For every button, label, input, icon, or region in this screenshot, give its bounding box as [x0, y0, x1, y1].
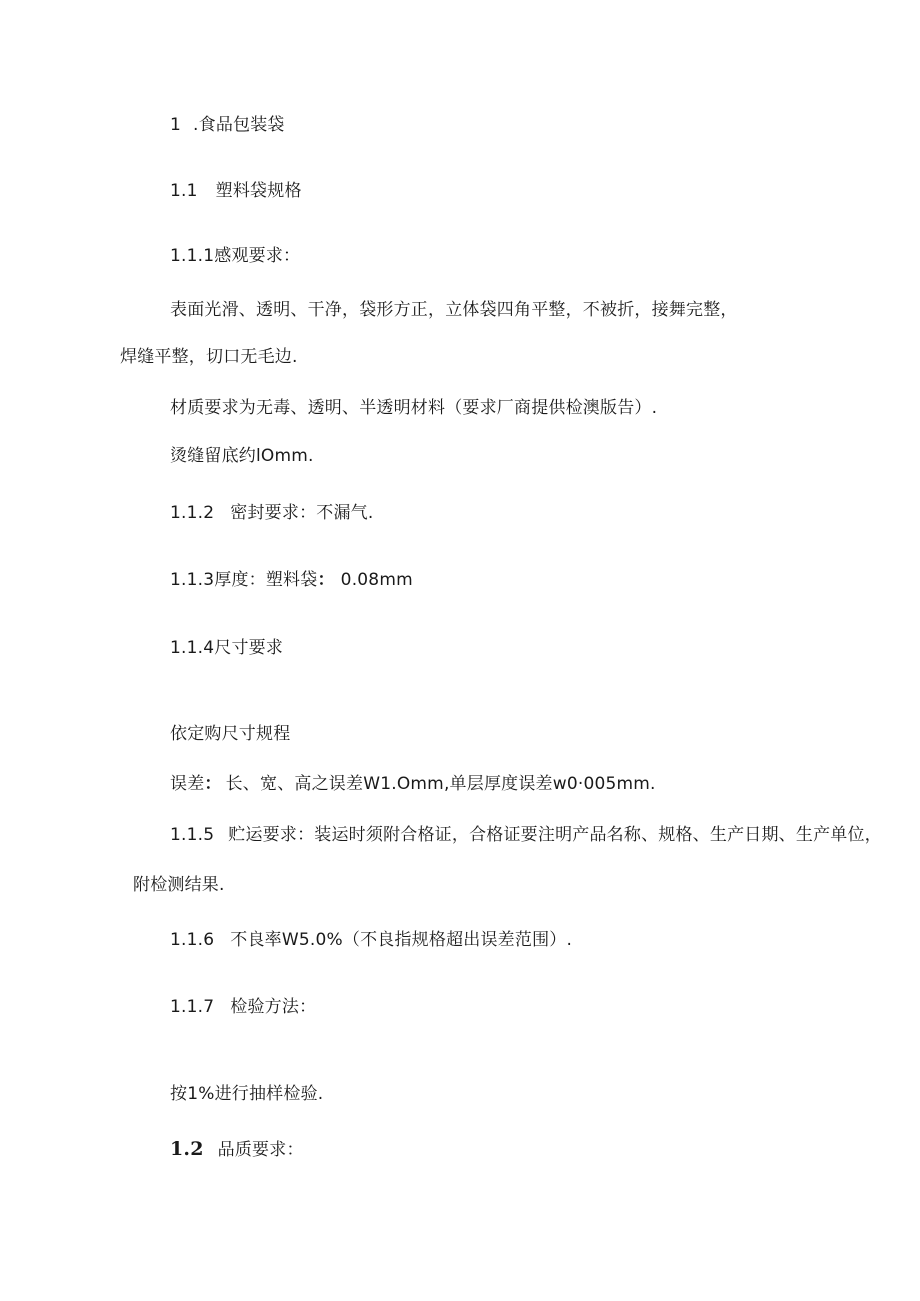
seal-margin-paragraph: 烫缝留底约lOmm. — [170, 446, 314, 466]
tolerance-paragraph — [170, 773, 656, 795]
section-1-1-7 — [170, 996, 316, 1018]
section-1-1-3-colon: ： — [317, 570, 335, 590]
heading-1 — [170, 114, 285, 136]
section-1-1-5-line-1 — [170, 824, 882, 846]
heading-1-1-number: 1.1 — [170, 181, 198, 201]
section-1-1-1-paragraph-line-1: 表面光滑、透明、干净，袋形方正，立体袋四角平整，不被折，接舞完整， — [170, 300, 738, 320]
section-1-1-7-number: 1.1.7 — [170, 997, 215, 1017]
section-1-1-6 — [170, 929, 572, 951]
heading-1-2-text: 品质要求： — [217, 1140, 304, 1160]
section-1-1-1-paragraph-line-2: 焊缝平整，切口无毛边. — [120, 347, 298, 367]
section-1-1-5-text: 贮运要求：装运时须附合格证，合格证要注明产品名称、规格、生产日期、生产单位， — [228, 825, 882, 845]
section-1-1-5-number: 1.1.5 — [170, 825, 215, 845]
tolerance-text: 长、宽、高之误差W1.Omm,单层厚度误差w0·005mm. — [225, 774, 656, 794]
heading-1-1 — [170, 180, 302, 202]
section-1-1-2 — [170, 502, 373, 524]
section-1-1-5-line-2: 附检测结果. — [133, 875, 225, 895]
heading-1-number: 1 — [170, 115, 182, 135]
section-1-1-6-number: 1.1.6 — [170, 930, 215, 950]
heading-1-2 — [170, 1138, 304, 1161]
material-requirement-paragraph: 材质要求为无毒、透明、半透明材料（要求厂商提供检澳版告）. — [170, 398, 658, 418]
section-1-1-4-title: 1.1.4尺寸要求 — [170, 638, 284, 658]
section-1-1-2-number: 1.1.2 — [170, 503, 215, 523]
tolerance-colon: ： — [204, 774, 222, 794]
section-1-1-1-title: 1.1.1感观要求： — [170, 246, 301, 266]
sampling-paragraph: 按1%进行抽样检验. — [170, 1084, 324, 1104]
section-1-1-3 — [170, 569, 413, 591]
section-1-1-2-text: 密封要求：不漏气. — [230, 503, 374, 523]
heading-1-2-number: 1.2 — [170, 1138, 204, 1160]
section-1-1-3-prefix: 1.1.3厚度：塑料袋 — [170, 570, 318, 590]
section-1-1-7-text: 检验方法： — [230, 997, 317, 1017]
order-size-paragraph: 依定购尺寸规程 — [170, 724, 291, 744]
section-1-1-3-value: 0.08mm — [340, 570, 413, 590]
tolerance-label: 误差 — [170, 774, 205, 794]
heading-1-1-text: 塑料袋规格 — [215, 181, 302, 201]
section-1-1-6-text: 不良率W5.0%（不良指规格超出误差范围）. — [230, 930, 573, 950]
heading-1-text: .食品包装袋 — [193, 115, 285, 135]
